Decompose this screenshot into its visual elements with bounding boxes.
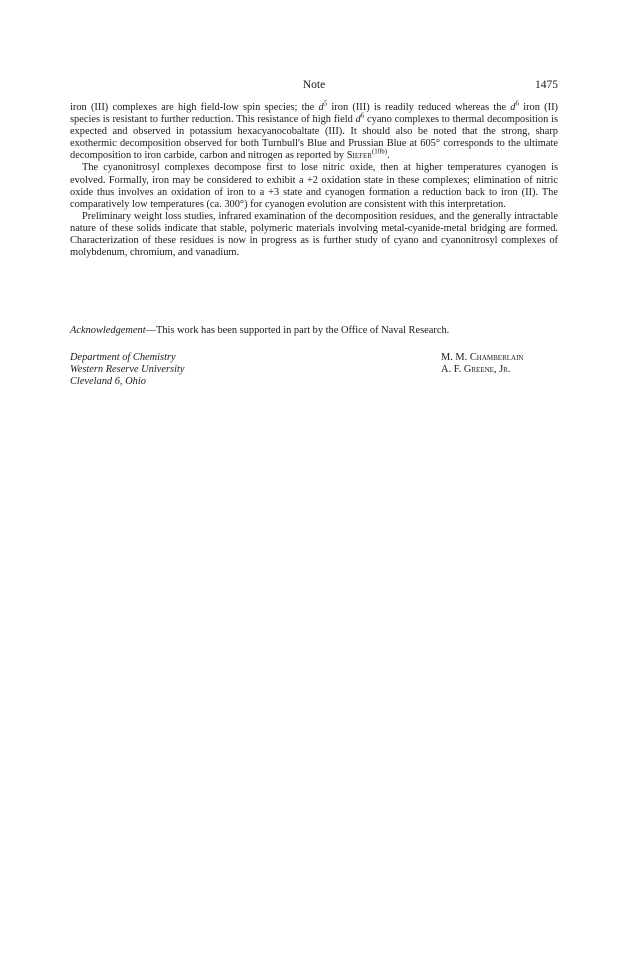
affiliation-line: Department of Chemistry bbox=[70, 352, 176, 363]
acknowledgement-lead: Acknowledgement bbox=[70, 325, 146, 336]
acknowledgement bbox=[70, 325, 558, 337]
text-run: cyano complexes to thermal decomposition is expected and observed in potassium hexacyanocobaltate (III). It should also be noted that the strong, sharp exothermic decomposition observed for both Turnbull's Blue and Prussian Blue at 605° corresponds to the ultimate decomposition to iron carbide, carbon and nitrogen as reported by bbox=[70, 114, 558, 162]
paragraph-3 bbox=[70, 211, 558, 259]
italic-symbol: d bbox=[510, 102, 516, 113]
author-surname: Chamberlain bbox=[469, 352, 524, 363]
italic-symbol: d bbox=[355, 114, 361, 126]
authors bbox=[441, 352, 523, 376]
author-initials: M. M. bbox=[441, 352, 470, 363]
text-run: The cyanonitrosyl complexes decompose first to lose nitric oxide, then at higher temperatures cyanogen is evolved. Formally, iron may be considered to exhibit a +2 oxidation state in these complexes; elimination of nitric oxide thus involves an oxidation of iron to a +3 state and cyanogen formation a reduction back to iron (II). The comparatively low temperatures (ca. 300°) for cyanogen evolution are consistent with this interpretation. bbox=[70, 162, 558, 210]
acknowledgement-text: —This work has been supported in part by the Office of Naval Research. bbox=[145, 325, 450, 336]
author-surname: Greene, Jr. bbox=[463, 364, 511, 376]
author-name bbox=[441, 352, 523, 364]
affiliation-line: Cleveland 6, Ohio bbox=[70, 376, 146, 388]
superscript: 6 bbox=[515, 99, 519, 108]
superscript: (10b) bbox=[371, 147, 388, 156]
text-run: Preliminary weight loss studies, infrared examination of the decomposition residues, and the generally intractable nature of these solids indicate that stable, polymeric materials involving metal-cyanide-metal bridging are formed. Characterization of these residues is now in progress as is further study of cyano and cyanonitrosyl complexes of molybdenum, chromium, and vanadium. bbox=[70, 210, 558, 259]
author-name bbox=[441, 364, 523, 376]
italic-symbol: d bbox=[318, 102, 324, 113]
affiliation-line: Western Reserve University bbox=[70, 364, 185, 376]
affiliation bbox=[70, 352, 184, 389]
text-run: iron (III) complexes are high field-low spin species; the bbox=[70, 102, 319, 113]
text-run: iron (II) species is resistant to further reduction. This resistance of high field bbox=[70, 102, 558, 126]
superscript: 5 bbox=[323, 99, 328, 108]
paragraph-2 bbox=[70, 162, 558, 210]
text-run: iron (III) is readily reduced whereas the bbox=[327, 102, 511, 113]
running-header bbox=[70, 79, 558, 97]
body-text bbox=[70, 99, 558, 259]
page-number: 1475 bbox=[535, 79, 558, 91]
superscript: 6 bbox=[360, 111, 365, 120]
cited-author: Siefer bbox=[346, 150, 372, 162]
text-run: . bbox=[387, 150, 390, 162]
running-title: Note bbox=[302, 79, 326, 91]
author-initials: A. F. bbox=[441, 364, 464, 376]
paragraph-1 bbox=[70, 99, 558, 162]
